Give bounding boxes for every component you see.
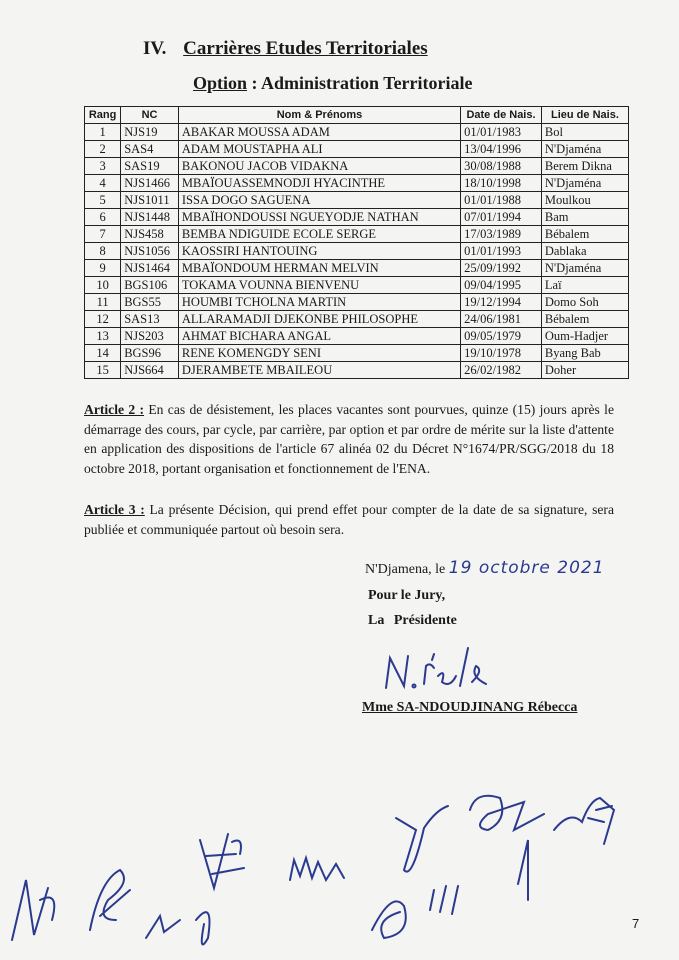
cell-birth-place: Oum-Hadjer (541, 328, 628, 345)
cell-nc: NJS664 (121, 362, 179, 379)
cell-birth-date: 01/01/1983 (461, 124, 542, 141)
table-row (85, 141, 629, 158)
cell-nc: NJS203 (121, 328, 179, 345)
cell-birth-place: Bol (541, 124, 628, 141)
cell-nc: NJS458 (121, 226, 179, 243)
option-label: Option (193, 73, 248, 93)
cell-nc: NJS1466 (121, 175, 179, 192)
header-birth-place: Lieu de Nais. (541, 107, 628, 124)
cell-rang: 4 (85, 175, 121, 192)
cell-birth-date: 13/04/1996 (461, 141, 542, 158)
article-2 (84, 400, 614, 478)
header-name: Nom & Prénoms (178, 107, 460, 124)
cell-birth-date: 09/05/1979 (461, 328, 542, 345)
table-row (85, 124, 629, 141)
cell-birth-date: 19/12/1994 (461, 294, 542, 311)
section-title-text: Carrières Etudes Territoriales (183, 38, 428, 59)
cell-birth-place: N'Djaména (541, 141, 628, 158)
president-signature (380, 640, 500, 700)
table-row (85, 277, 629, 294)
section-number: IV. (143, 38, 167, 59)
cell-birth-place: Berem Dikna (541, 158, 628, 175)
cell-birth-place: N'Djaména (541, 260, 628, 277)
cell-name: AHMAT BICHARA ANGAL (178, 328, 460, 345)
president-role: La Présidente (368, 613, 457, 628)
place-text: N'Djamena, le (365, 562, 446, 577)
cell-rang: 14 (85, 345, 121, 362)
header-birth-date: Date de Nais. (461, 107, 542, 124)
cell-birth-date: 30/08/1988 (461, 158, 542, 175)
cell-birth-place: N'Djaména (541, 175, 628, 192)
cell-rang: 5 (85, 192, 121, 209)
cell-name: ADAM MOUSTAPHA ALI (178, 141, 460, 158)
jury-label: Pour le Jury, (368, 588, 446, 603)
cell-nc: SAS13 (121, 311, 179, 328)
option-title (193, 73, 473, 94)
cell-nc: SAS19 (121, 158, 179, 175)
cell-name: KAOSSIRI HANTOUING (178, 243, 460, 260)
cell-rang: 6 (85, 209, 121, 226)
section-title (143, 38, 428, 60)
cell-birth-place: Byang Bab (541, 345, 628, 362)
article-3-text: La présente Décision, qui prend effet pour compter de la date de sa signature, sera publiée et communiquée partout où besoin sera. (84, 502, 614, 537)
table-row (85, 226, 629, 243)
table-row (85, 243, 629, 260)
cell-birth-date: 25/09/1992 (461, 260, 542, 277)
cell-nc: NJS1464 (121, 260, 179, 277)
president-name: Mme SA-NDOUDJINANG Rébecca (362, 700, 578, 715)
cell-name: ABAKAR MOUSSA ADAM (178, 124, 460, 141)
cell-nc: NJS1448 (121, 209, 179, 226)
article-2-text: En cas de désistement, les places vacantes sont pourvues, quinze (15) jours après le démarrage des cours, par cycle, par carrière, par option et par ordre de mérite sur la liste d'attente en application des dispositions de l'article 67 alinéa 02 du Décret N°1674/PR/SGG/2018 du 18 octobre 2018, portant organisation et fonctionnement de l'ENA. (84, 402, 614, 476)
cell-rang: 12 (85, 311, 121, 328)
header-nc: NC (121, 107, 179, 124)
article-3 (84, 500, 614, 539)
cell-birth-date: 01/01/1993 (461, 243, 542, 260)
table-row (85, 209, 629, 226)
jury-signatures (0, 770, 679, 960)
cell-name: ALLARAMADJI DJEKONBE PHILOSOPHE (178, 311, 460, 328)
table-row (85, 362, 629, 379)
table-header-row (85, 107, 629, 124)
cell-birth-date: 07/01/1994 (461, 209, 542, 226)
article-3-label: Article 3 : (84, 502, 145, 517)
cell-rang: 8 (85, 243, 121, 260)
handwritten-date: 19 octobre 2021 (448, 558, 605, 578)
table-row (85, 158, 629, 175)
cell-birth-date: 19/10/1978 (461, 345, 542, 362)
cell-rang: 10 (85, 277, 121, 294)
cell-birth-place: Laï (541, 277, 628, 294)
table-row (85, 175, 629, 192)
cell-name: DJERAMBETE MBAILEOU (178, 362, 460, 379)
cell-birth-place: Bébalem (541, 226, 628, 243)
cell-birth-date: 18/10/1998 (461, 175, 542, 192)
cell-birth-place: Bébalem (541, 311, 628, 328)
cell-name: BEMBA NDIGUIDE ECOLE SERGE (178, 226, 460, 243)
cell-rang: 11 (85, 294, 121, 311)
cell-birth-place: Dablaka (541, 243, 628, 260)
table-row (85, 260, 629, 277)
cell-nc: NJS19 (121, 124, 179, 141)
cell-name: BAKONOU JACOB VIDAKNA (178, 158, 460, 175)
cell-rang: 13 (85, 328, 121, 345)
cell-name: MBAÏONDOUM HERMAN MELVIN (178, 260, 460, 277)
cell-rang: 1 (85, 124, 121, 141)
header-rang: Rang (85, 107, 121, 124)
cell-nc: BGS106 (121, 277, 179, 294)
cell-name: MBAÏHONDOUSSI NGUEYODJE NATHAN (178, 209, 460, 226)
cell-birth-place: Bam (541, 209, 628, 226)
cell-rang: 7 (85, 226, 121, 243)
table-row (85, 311, 629, 328)
cell-rang: 15 (85, 362, 121, 379)
cell-nc: NJS1011 (121, 192, 179, 209)
cell-birth-date: 24/06/1981 (461, 311, 542, 328)
cell-birth-place: Doher (541, 362, 628, 379)
table-body (85, 124, 629, 379)
cell-rang: 3 (85, 158, 121, 175)
cell-rang: 2 (85, 141, 121, 158)
option-value: : Administration Territoriale (247, 73, 473, 93)
place-date (365, 558, 605, 578)
cell-name: RENE KOMENGDY SENI (178, 345, 460, 362)
table-row (85, 328, 629, 345)
table-row (85, 294, 629, 311)
cell-name: MBAÏOUASSEMNODJI HYACINTHE (178, 175, 460, 192)
cell-birth-place: Domo Soh (541, 294, 628, 311)
cell-birth-date: 26/02/1982 (461, 362, 542, 379)
cell-name: ISSA DOGO SAGUENA (178, 192, 460, 209)
cell-birth-date: 01/01/1988 (461, 192, 542, 209)
cell-birth-date: 09/04/1995 (461, 277, 542, 294)
cell-nc: SAS4 (121, 141, 179, 158)
cell-birth-date: 17/03/1989 (461, 226, 542, 243)
cell-nc: BGS96 (121, 345, 179, 362)
ranking-table (84, 106, 629, 379)
cell-birth-place: Moulkou (541, 192, 628, 209)
table-row (85, 345, 629, 362)
page-number: 7 (632, 916, 640, 931)
cell-name: HOUMBI TCHOLNA MARTIN (178, 294, 460, 311)
cell-name: TOKAMA VOUNNA BIENVENU (178, 277, 460, 294)
cell-nc: BGS55 (121, 294, 179, 311)
cell-nc: NJS1056 (121, 243, 179, 260)
article-2-label: Article 2 : (84, 402, 145, 417)
cell-rang: 9 (85, 260, 121, 277)
table-row (85, 192, 629, 209)
